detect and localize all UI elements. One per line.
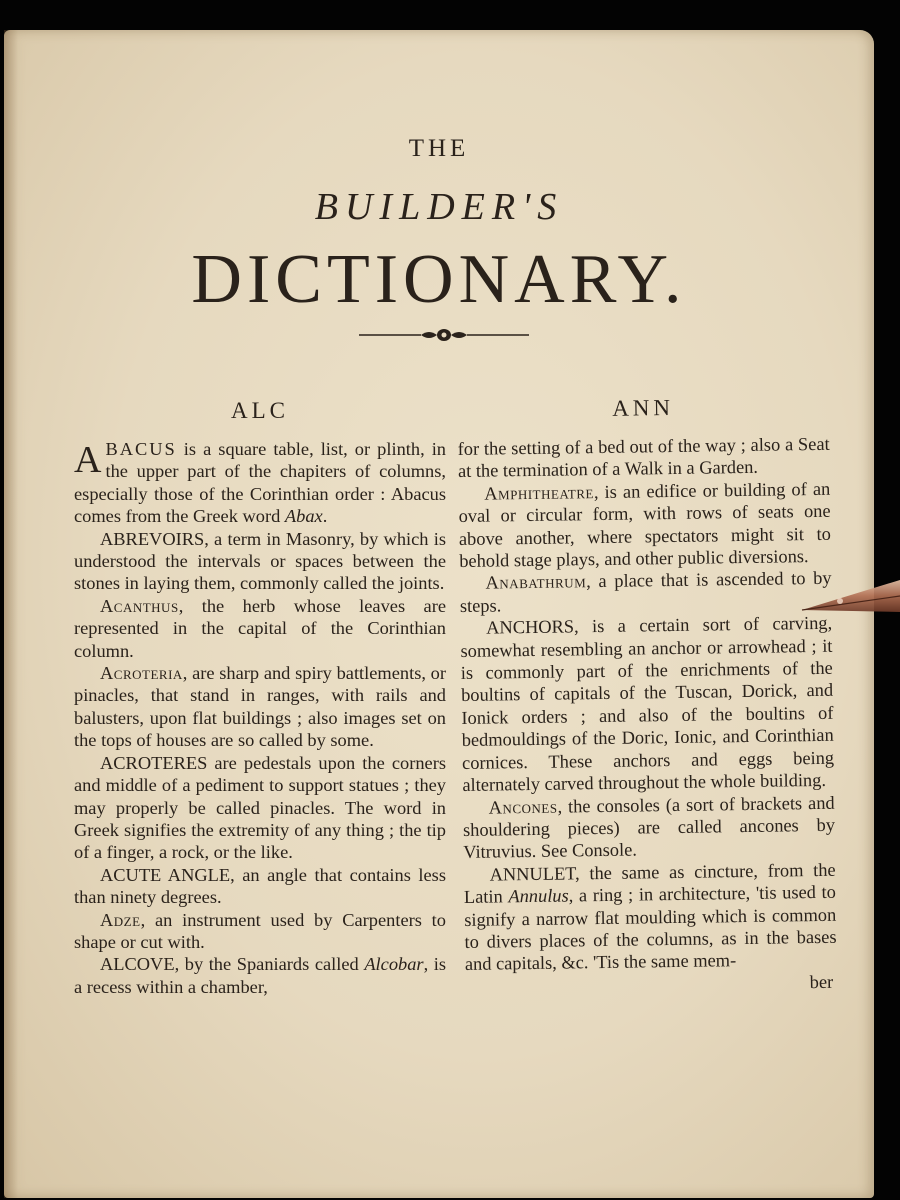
- entry-anchors: [460, 612, 834, 796]
- title-the: THE: [408, 135, 470, 162]
- title-dictionary: DICTIONARY.: [191, 241, 687, 318]
- entry-head: Acroteria: [100, 663, 183, 684]
- entry-annulet: [463, 858, 837, 975]
- ornament-rule: [359, 325, 529, 345]
- entry-tail: , a ring ; in architecture, 'tis used to signify a narrow flat moulding which is common to divers places of the columns, as in the bases and capitals, &c. 'Tis the same mem-: [464, 881, 837, 975]
- entry-head: ACUTE ANGLE: [100, 864, 231, 885]
- entry-italic: Abax: [284, 506, 323, 527]
- entry-text: , is a certain sort of carving, somewhat resembling an anchor or arrowhead ; it is commonly part of the enrichments of the boultins of capitals of the Tuscan, Dorick, and Ionick orders ; and also of the boultins of bedmouldings of the Doric, Ionic, and Corinthian cornices. These anchors and eggs being alternately carved throughout the whole building.: [460, 613, 835, 796]
- entry-abrevoirs: [74, 528, 446, 595]
- entry-head: Amphitheatre: [484, 481, 594, 504]
- entry-ancones: [463, 791, 836, 863]
- entry-continuation: for the setting of a bed out of the way ; also a Seat at the termination of a Walk in a Garden.: [457, 433, 830, 482]
- entry-head: ALCOVE: [100, 954, 175, 975]
- entry-adze: [74, 909, 446, 954]
- entry-text: is a square table, list, or plinth, in the upper part of the chapiters of columns, especially those of the Corinthian order : Abacus comes from the Greek word: [74, 439, 446, 527]
- entry-alcove: [74, 953, 446, 998]
- entry-text: , by the Spaniards called: [174, 954, 365, 975]
- entry-text: , is an edifice or building of an oval or circular form, with rows of seats one above another, where spectators might sit to behold stage plays, and other public diversions.: [458, 478, 832, 572]
- entry-head: BACUS: [105, 439, 177, 459]
- entry-tail: , is a recess within a chamber,: [74, 954, 446, 997]
- entry-abacus: [74, 438, 446, 528]
- entry-italic: Alcobar: [364, 954, 424, 975]
- book-page: [4, 30, 874, 1198]
- title-builders: BUILDER'S: [314, 186, 564, 228]
- entry-amphitheatre: [458, 478, 831, 573]
- entry-text: , a term in Masonry, by which is understood the intervals or spaces between the stones in laying them, commonly called the joints.: [74, 528, 446, 594]
- entry-head: Acanthus: [100, 595, 179, 616]
- entry-text: , the consoles (a sort of brackets and shouldering pieces) are called ancones by Vitruvius. See Console.: [462, 792, 836, 863]
- entry-head: ANCHORS: [486, 616, 575, 638]
- entry-text: , the herb whose leaves are represented in the capital of the Corinthian column.: [74, 595, 446, 661]
- entry-head: Adze: [100, 909, 141, 930]
- left-column: [74, 400, 446, 998]
- entry-text: , a place that is ascended to by steps.: [459, 568, 832, 616]
- entry-acanthus: [74, 595, 446, 662]
- catchword: ber: [809, 971, 834, 992]
- entry-head: Ancones: [488, 796, 558, 818]
- entry-tail: .: [322, 506, 328, 527]
- entry-text: , an instrument used by Carpenters to shape or cut with.: [74, 909, 446, 952]
- left-column-heading: ALC: [231, 398, 289, 423]
- entry-head: Anabathrum: [485, 571, 587, 594]
- right-column-heading: ANN: [612, 394, 675, 421]
- drop-cap: A: [74, 439, 102, 481]
- entry-head: ABREVOIRS: [100, 528, 205, 549]
- entry-anabathrum: [459, 567, 832, 617]
- entry-head: ACROTERES: [100, 752, 208, 773]
- pen-nib-icon: [800, 574, 900, 624]
- entry-text: , the same as cincture, from the Latin: [463, 859, 836, 908]
- right-column: [457, 395, 837, 998]
- entry-text: , an angle that contains less than ninety degrees.: [74, 864, 446, 908]
- entry-head: ANNULET: [489, 863, 576, 885]
- entry-acroteres: [74, 752, 446, 864]
- entry-text: , are sharp and spiry battlements, or pinacles, that stand in ranges, with rails and balusters, upon flat buildings ; also images set on the tops of houses are so called by some.: [74, 663, 446, 751]
- entry-text: are pedestals upon the corners and middle of a pediment to support statues ; they may properly be called pinacles. The word in Greek signifies the extremity of any thing ; the tip of a finger, a rock, or the like.: [74, 752, 446, 863]
- entry-acute-angle: [74, 864, 446, 909]
- entry-italic: Annulus: [508, 885, 569, 907]
- entry-acroteria: [74, 662, 446, 752]
